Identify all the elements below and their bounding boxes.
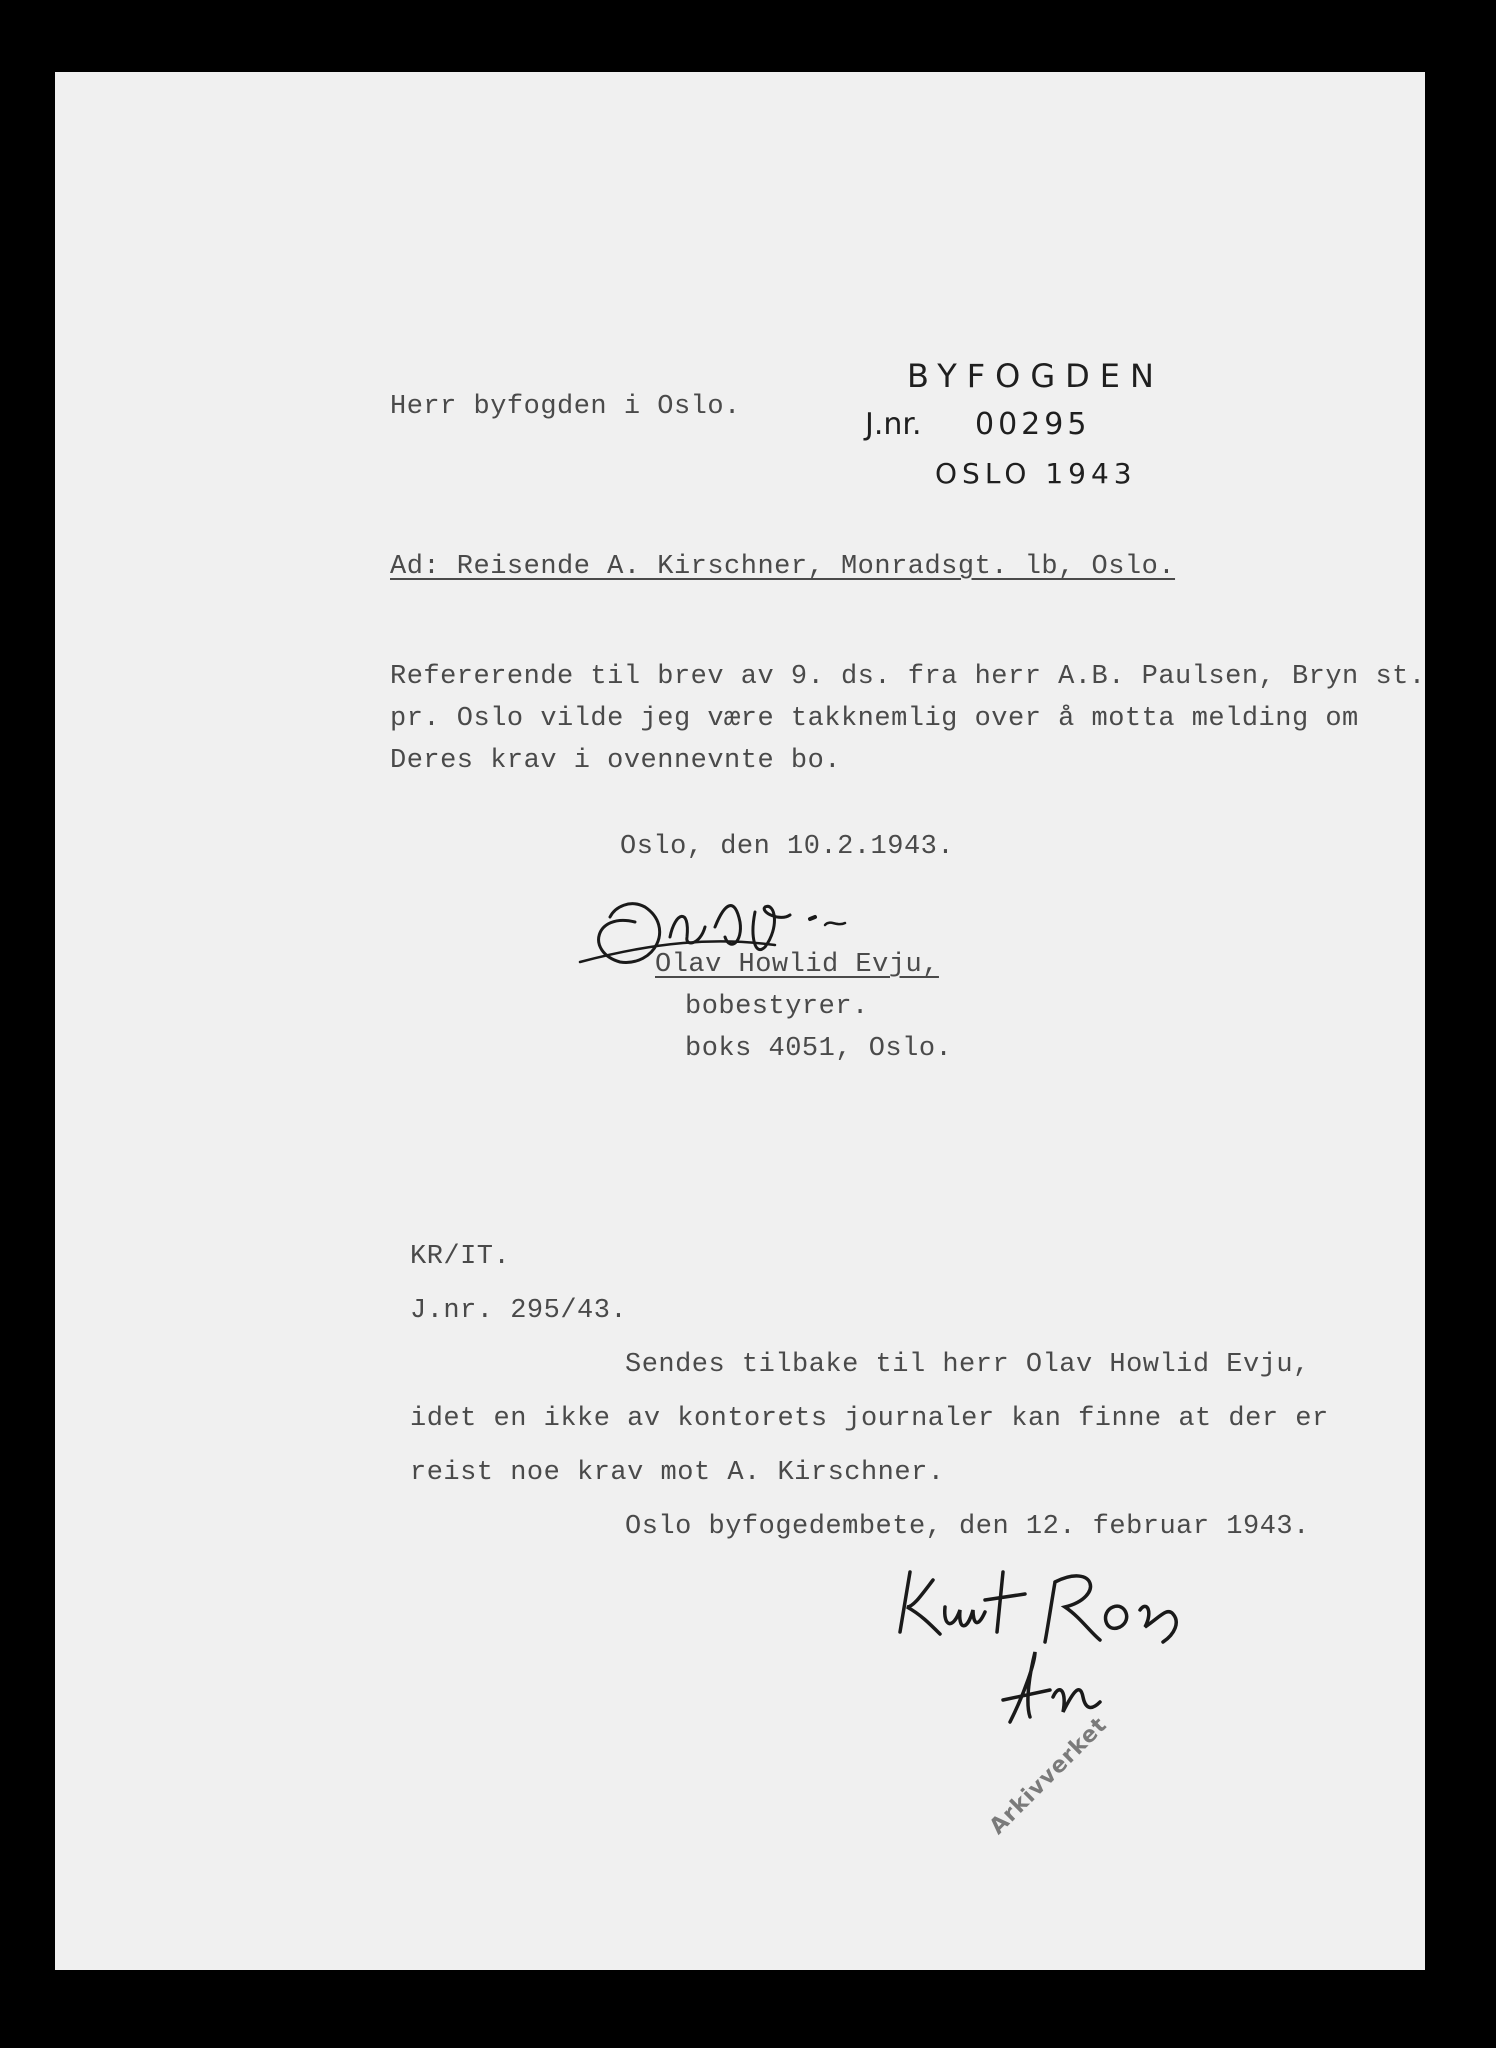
stamp-journal-number: 00295 — [975, 407, 1091, 442]
addressee: Herr byfogden i Oslo. — [390, 392, 741, 422]
ross-signature — [885, 1552, 1225, 1752]
subject-line: Ad: Reisende A. Kirschner, Monradsgt. lb, Oslo. — [390, 552, 1176, 582]
stamp-place-year: OSLO 1943 — [935, 457, 1137, 490]
body-line-3: Deres krav i ovennevnte bo. — [390, 746, 841, 776]
body-line-2: pr. Oslo vilde jeg være takknemlig over å motta melding om — [390, 704, 1359, 734]
stamp-office: BYFOGDEN — [907, 357, 1164, 395]
signer-title: bobestyrer. — [685, 992, 869, 1022]
signer-address: boks 4051, Oslo. — [685, 1034, 953, 1064]
reply-line-2: idet en ikke av kontorets journaler kan finne at der er — [410, 1404, 1329, 1434]
reply-line-3: reist noe krav mot A. Kirschner. — [410, 1458, 945, 1488]
body-line-1: Refererende til brev av 9. ds. fra herr A.B. Paulsen, Bryn st. — [390, 662, 1426, 692]
reply-date: Oslo byfogedembete, den 12. februar 1943. — [625, 1512, 1310, 1542]
reply-line-1: Sendes tilbake til herr Olav Howlid Evju, — [625, 1350, 1310, 1380]
reply-journal: J.nr. 295/43. — [410, 1296, 628, 1326]
reply-reference: KR/IT. — [410, 1242, 511, 1272]
signer-name: Olav Howlid Evju, — [655, 950, 939, 980]
stamp-journal-label: J.nr. — [865, 407, 922, 442]
letter-date: Oslo, den 10.2.1943. — [620, 832, 955, 862]
arkivverket-watermark: Arkivverket — [985, 1712, 1113, 1840]
document-page — [55, 72, 1425, 1970]
